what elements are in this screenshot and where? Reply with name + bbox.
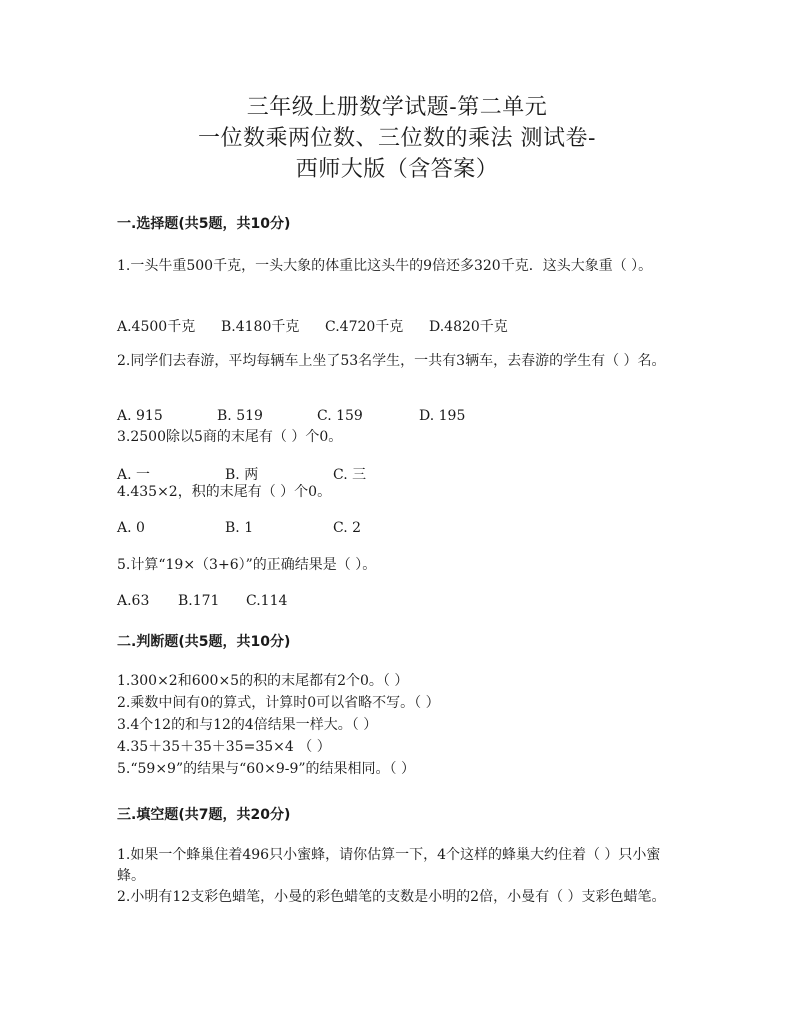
option-b: B. 519 xyxy=(217,408,263,424)
option-c: C. 2 xyxy=(333,520,362,536)
option-c: C. 三 xyxy=(333,467,367,483)
option-b: B. 两 xyxy=(225,467,259,483)
fill-question-1: 1.如果一个蜂巢住着496只小蜜蜂，请你估算一下，4个这样的蜂巢大约住着（ ）只小蜜蜂。 xyxy=(117,847,661,884)
option-b: B.171 xyxy=(178,593,220,609)
option-b: B. 1 xyxy=(225,520,254,536)
tf-question-3: 3.4个12的和与12的4倍结果一样大。（ ） xyxy=(117,717,378,733)
tf-question-5: 5.“59×9”的结果与“60×9-9”的结果相同。（ ） xyxy=(117,761,415,777)
choice-options-5 xyxy=(117,593,287,609)
choice-question-5: 5.计算“19×（3+6）”的正确结果是（ ）。 xyxy=(117,557,377,573)
option-a: A. 一 xyxy=(117,467,151,483)
option-a: A.4500千克 xyxy=(117,319,196,335)
tf-question-1: 1.300×2和600×5的积的末尾都有2个0。（ ） xyxy=(117,673,409,689)
section-heading-choice: 一.选择题(共5题，共10分) xyxy=(117,216,291,232)
option-d: D.4820千克 xyxy=(429,319,508,335)
choice-question-1: 1.一头牛重500千克，一头大象的体重比这头牛的9倍还多320千克．这头大象重（ ）。 xyxy=(117,258,653,274)
section-heading-fill-blank: 三.填空题(共7题，共20分) xyxy=(117,807,291,823)
option-c: C. 159 xyxy=(317,408,363,424)
option-a: A.63 xyxy=(117,593,150,609)
title-line-2: 一位数乘两位数、三位数的乘法 测试卷- xyxy=(198,126,596,151)
tf-question-4: 4.35＋35＋35＋35=35×4 （ ） xyxy=(117,739,331,755)
section-heading-true-false: 二.判断题(共5题，共10分) xyxy=(117,634,291,650)
option-c: C.4720千克 xyxy=(325,319,404,335)
option-c: C.114 xyxy=(246,593,288,609)
choice-question-4: 4.435×2，积的末尾有（ ）个0。 xyxy=(117,484,332,500)
exam-title xyxy=(0,92,794,185)
option-a: A. 0 xyxy=(117,520,145,536)
tf-question-2: 2.乘数中间有0的算式，计算时0可以省略不写。（ ） xyxy=(117,695,440,711)
option-a: A. 915 xyxy=(117,408,163,424)
option-d: D. 195 xyxy=(419,408,466,424)
option-b: B.4180千克 xyxy=(221,319,300,335)
choice-question-2: 2.同学们去春游，平均每辆车上坐了53名学生，一共有3辆车，去春游的学生有（ ）名。 xyxy=(117,353,666,369)
choice-question-3: 3.2500除以5商的末尾有（ ）个0。 xyxy=(117,429,343,445)
choice-options-2 xyxy=(117,408,465,424)
title-line-3: 西师大版（含答案） xyxy=(295,157,499,182)
title-line-1: 三年级上册数学试题-第二单元 xyxy=(246,95,548,120)
choice-options-1 xyxy=(117,316,508,336)
choice-options-3 xyxy=(117,464,366,484)
fill-question-2: 2.小明有12支彩色蜡笔，小曼的彩色蜡笔的支数是小明的2倍，小曼有（ ）支彩色蜡笔。 xyxy=(117,889,666,905)
choice-options-4 xyxy=(117,520,361,536)
